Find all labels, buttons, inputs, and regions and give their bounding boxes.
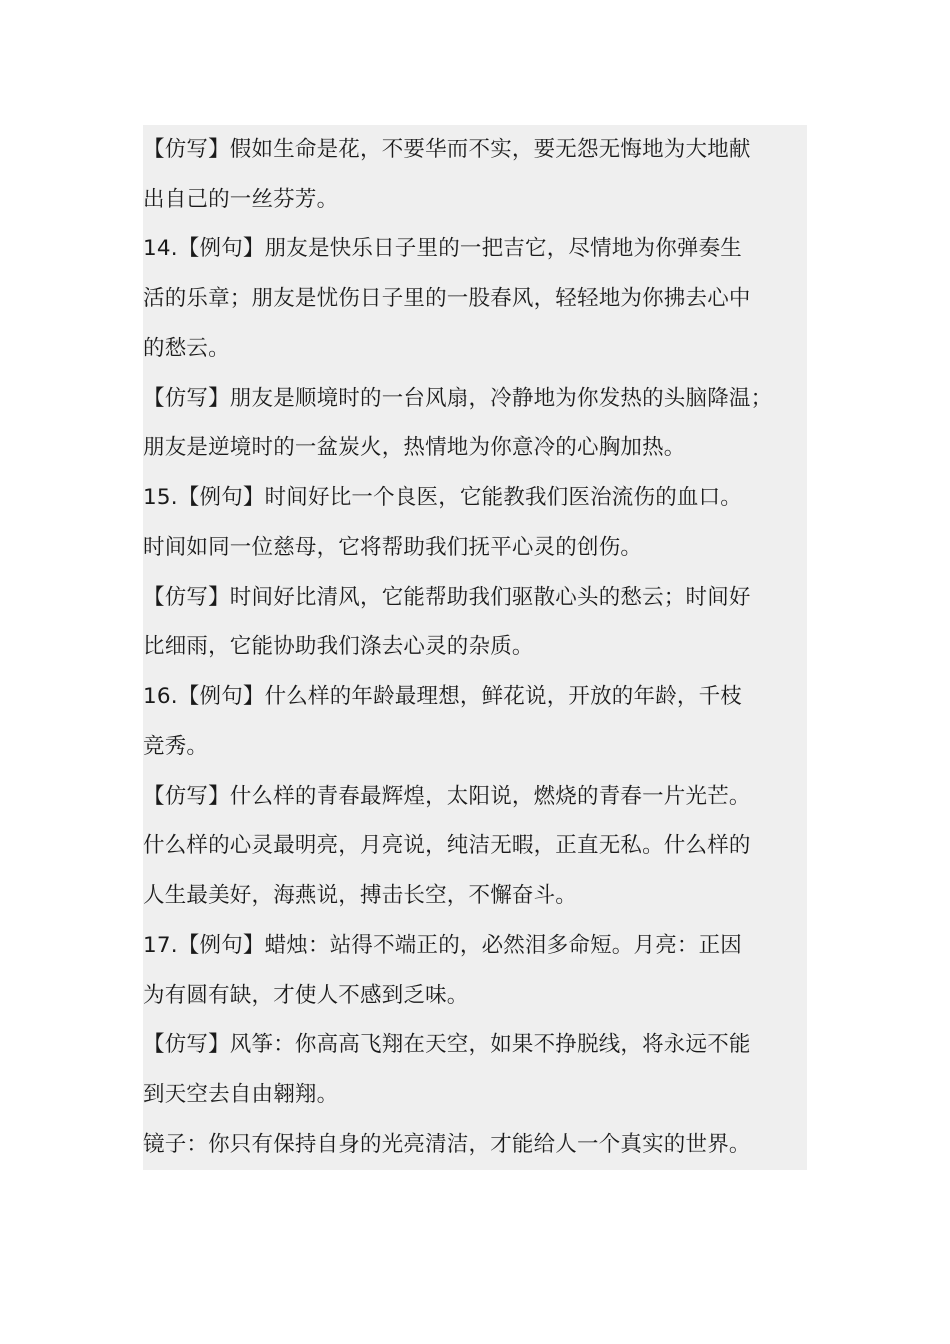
text-line: 【仿写】什么样的青春最辉煌，太阳说，燃烧的青春一片光芒。 — [143, 784, 751, 809]
text-line: 时间如同一位慈母，它将帮助我们抚平心灵的创伤。 — [143, 535, 643, 560]
text-line: 朋友是逆境时的一盆炭火，热情地为你意冷的心胸加热。 — [143, 435, 686, 460]
text-line: 出自己的一丝芬芳。 — [143, 187, 339, 212]
text-line: 到天空去自由翱翔。 — [143, 1082, 339, 1107]
text-line: 什么样的心灵最明亮，月亮说，纯洁无暇，正直无私。什么样的 — [143, 833, 751, 858]
text-line: 15.【例句】时间好比一个良医，它能教我们医治流伤的血口。 — [143, 485, 742, 510]
text-line: 【仿写】风筝：你高高飞翔在天空，如果不挣脱线，将永远不能 — [143, 1032, 751, 1057]
text-line: 为有圆有缺，才使人不感到乏味。 — [143, 983, 469, 1008]
text-line: 17.【例句】蜡烛：站得不端正的，必然泪多命短。月亮：正因 — [143, 933, 742, 958]
text-line: 镜子：你只有保持自身的光亮清洁，才能给人一个真实的世界。 — [143, 1132, 751, 1157]
text-line: 竞秀。 — [143, 734, 209, 759]
text-line: 人生最美好，海燕说，搏击长空，不懈奋斗。 — [143, 883, 578, 908]
text-line: 比细雨，它能协助我们涤去心灵的杂质。 — [143, 634, 534, 659]
text-line: 的愁云。 — [143, 336, 230, 361]
text-line: 活的乐章；朋友是忧伤日子里的一股春风，轻轻地为你拂去心中 — [143, 286, 751, 311]
text-line: 14.【例句】朋友是快乐日子里的一把吉它，尽情地为你弹奏生 — [143, 236, 742, 261]
text-block — [143, 125, 807, 1170]
text-line: 【仿写】时间好比清风，它能帮助我们驱散心头的愁云；时间好 — [143, 585, 751, 610]
text-line: 【仿写】假如生命是花，不要华而不实，要无怨无悔地为大地献 — [143, 137, 751, 162]
text-line: 【仿写】朋友是顺境时的一台风扇，冷静地为你发热的头脑降温； — [143, 386, 773, 411]
text-line: 16.【例句】什么样的年龄最理想，鲜花说，开放的年龄，千枝 — [143, 684, 742, 709]
